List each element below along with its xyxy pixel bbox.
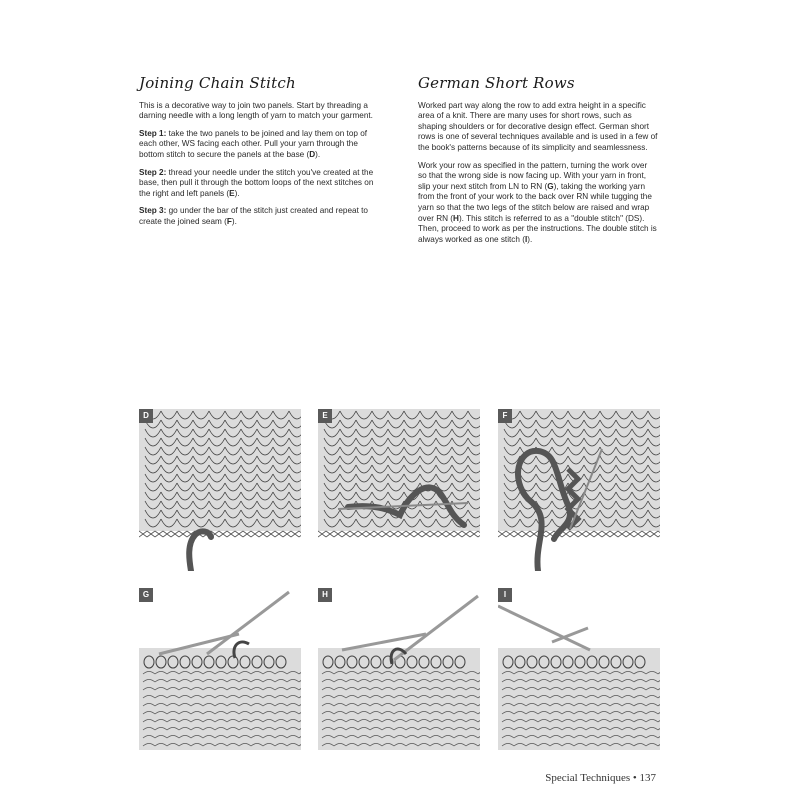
illustration-d <box>139 409 301 571</box>
section-heading: German Short Rows <box>418 74 575 92</box>
panel-label: F <box>498 409 512 423</box>
panel-label: H <box>318 588 332 602</box>
needle <box>570 449 602 529</box>
knit-panel-graphic <box>498 409 660 571</box>
illustration-e <box>318 409 480 571</box>
knit-panel-graphic <box>318 409 480 571</box>
knit-panel-graphic <box>498 588 660 750</box>
illustration-i <box>498 588 660 750</box>
short-rows-intro: Worked part way along the row to add extra height in a specific area of a knit. There are many uses for short rows, such as shaping shoulders or for decorative design effect. German short rows is one of several techniques available and is used in a few of the book's patterns because of its simplicity and seamlessness. <box>418 100 658 152</box>
section-heading: Joining Chain Stitch <box>139 74 296 92</box>
illustration-g <box>139 588 301 750</box>
illustration-f <box>498 409 660 571</box>
panel-label: E <box>318 409 332 423</box>
illustration-h <box>318 588 480 750</box>
joining-chain-stitch-section <box>139 72 379 235</box>
panel-label: D <box>139 409 153 423</box>
step-3-paragraph: Step 3: go under the bar of the stitch just created and repeat to create the joined seam (F). <box>139 206 368 226</box>
short-rows-instructions: Work your row as specified in the pattern, turning the work over so that the wrong side is now facing up. With your yarn in front, slip your next stitch from LN to RN (G), taking the working yarn from the front of your work to the back over RN while tugging the yarn so that the two legs of the stitch below are raised and wrap over RN (H). This stitch is referred to as a "double stitch" (DS). Then, proceed to work as per the instructions. The double stitch is always worked as one stitch (I). <box>418 160 657 244</box>
panel-label: G <box>139 588 153 602</box>
panel-label: I <box>498 588 512 602</box>
german-short-rows-section <box>418 72 658 252</box>
knit-panel-graphic <box>318 588 480 750</box>
knit-panel-graphic <box>139 588 301 750</box>
knit-panel-graphic <box>139 409 301 571</box>
page-footer: Special Techniques • 137 <box>545 772 656 784</box>
step-1-paragraph: Step 1: take the two panels to be joined and lay them on top of each other, WS facing each other. Pull your yarn through the bottom stitch to secure the panels at the base (D). <box>139 128 368 159</box>
step-2-paragraph: Step 2: thread your needle under the stitch you've created at the base, then pull it through the bottom loops of the next stitches on the right and left panels (E). <box>139 167 374 198</box>
intro-paragraph: This is a decorative way to join two panels. Start by threading a darning needle with a long length of yarn to match your garment. <box>139 100 373 121</box>
